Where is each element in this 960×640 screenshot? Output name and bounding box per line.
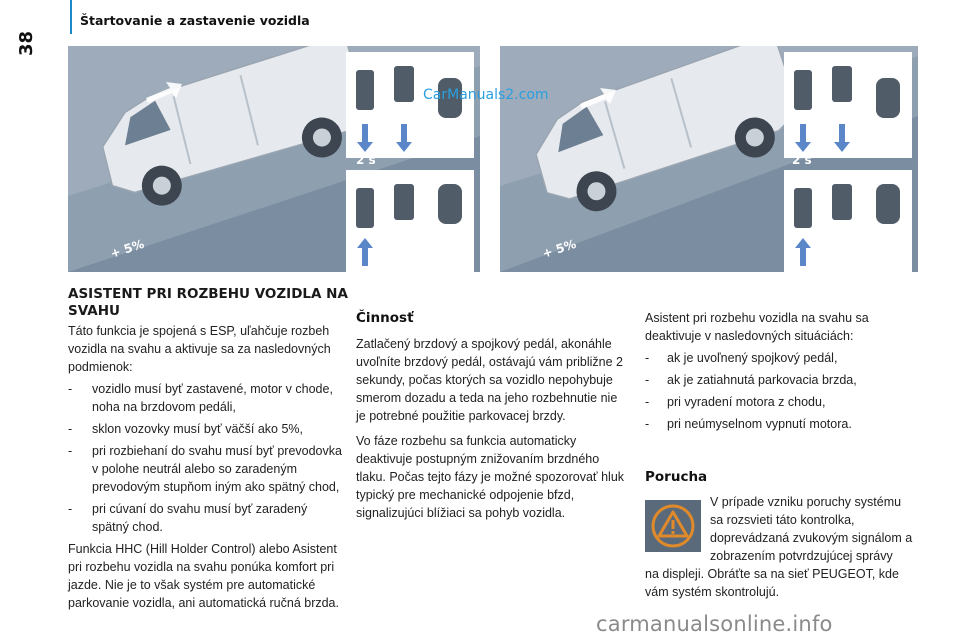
- operation-paragraph-1: Zatlačený brzdový a spojkový pedál, akonáhle uvoľníte brzdový pedál, ostávajú vám približne 2 sekundy, počas ktorých sa vozidlo nepohybuje smerom dozadu a teda na jeho rozbehnutie nie je potrebné použitie parkovacej brzdy.: [356, 337, 623, 423]
- list-item: - ak je uvoľnený spojkový pedál,: [645, 351, 838, 365]
- fault-paragraph-tail: na displeji. Obráťte sa na sieť PEUGEOT, kde vám systém skontrolujú.: [645, 567, 899, 599]
- column-2: [356, 335, 626, 529]
- warning-lamp-icon: [645, 500, 701, 552]
- list-item: - pri neúmyselnom vypnutí motora.: [645, 417, 852, 431]
- accent-bar: [70, 0, 72, 34]
- operation-paragraph-2: Vo fáze rozbehu sa funkcia automaticky deaktivuje postupným znižovaním brzdného tlaku. Počas tejto fázy je možné spozorovať hluk typický pre mechanické odpojenie bfzd, signalizujúci blížiaci sa pohyb vozidla.: [356, 434, 625, 520]
- list-item: - vozidlo musí byť zastavené, motor v chode, noha na brzdovom pedáli,: [68, 382, 333, 414]
- fault-paragraph: V prípade vzniku poruchy systému sa rozsvieti táto kontrolka, doprevádzaná zvukovým signálom a zobrazením potvrdzujúcej správy: [710, 495, 913, 563]
- list-item: - pri cúvaní do svahu musí byť zaradený spätný chod.: [68, 502, 308, 534]
- page-number: 38: [16, 30, 37, 56]
- incline-label-right: + 5%: [540, 236, 578, 261]
- outro-paragraph: Funkcia HHC (Hill Holder Control) alebo Asistent pri rozbehu vozidla na svahu ponúka komfort pri jazde. Nie je to však systém pre automatické parkovanie vozidla, ani automatická ručná brzda.: [68, 542, 339, 610]
- list-item: - ak je zatiahnutá parkovacia brzda,: [645, 373, 857, 387]
- section-title-fault: Porucha: [645, 469, 708, 485]
- hill-start-illustration-right: [500, 46, 918, 272]
- section-title-operation: Činnosť: [356, 310, 414, 326]
- pedal-box-bottom: [784, 170, 912, 272]
- section-header: Štartovanie a zastavenie vozidla: [80, 13, 310, 28]
- intro-paragraph: Táto funkcia je spojená s ESP, uľahčuje rozbeh vozidla na svahu a aktivuje sa za nasledovných podmienok:: [68, 324, 331, 374]
- timer-label-right: 2 s: [792, 153, 812, 167]
- incline-label-left: + 5%: [108, 236, 146, 261]
- list-item: - pri rozbiehaní do svahu musí byť prevodovka v polohe neutrál alebo so zaradeným prevodovým stupňom iným ako spätný chod,: [68, 444, 342, 494]
- pedal-box-bottom: [346, 170, 474, 272]
- section-title-hill-assist: ASISTENT PRI ROZBEHU VOZIDLA NA SVAHU: [68, 286, 348, 319]
- pedal-box-top: [784, 52, 912, 158]
- hill-start-illustration-left: [68, 46, 480, 272]
- illustration-right: [500, 46, 918, 272]
- list-item: - pri vyradení motora z chodu,: [645, 395, 826, 409]
- column-1: [68, 322, 346, 612]
- column-3: [645, 309, 915, 433]
- deactivation-intro: Asistent pri rozbehu vozidla na svahu sa deaktivuje v nasledovných situáciách:: [645, 311, 869, 343]
- pedal-box-top: [346, 52, 474, 158]
- list-item: - sklon vozovky musí byť väčší ako 5%,: [68, 422, 304, 436]
- watermark-bottom: carmanualsonline.info: [596, 612, 833, 636]
- timer-label-left: 2 s: [356, 153, 376, 167]
- watermark-top: CarManuals2.com: [423, 87, 549, 103]
- illustration-left: [68, 46, 480, 272]
